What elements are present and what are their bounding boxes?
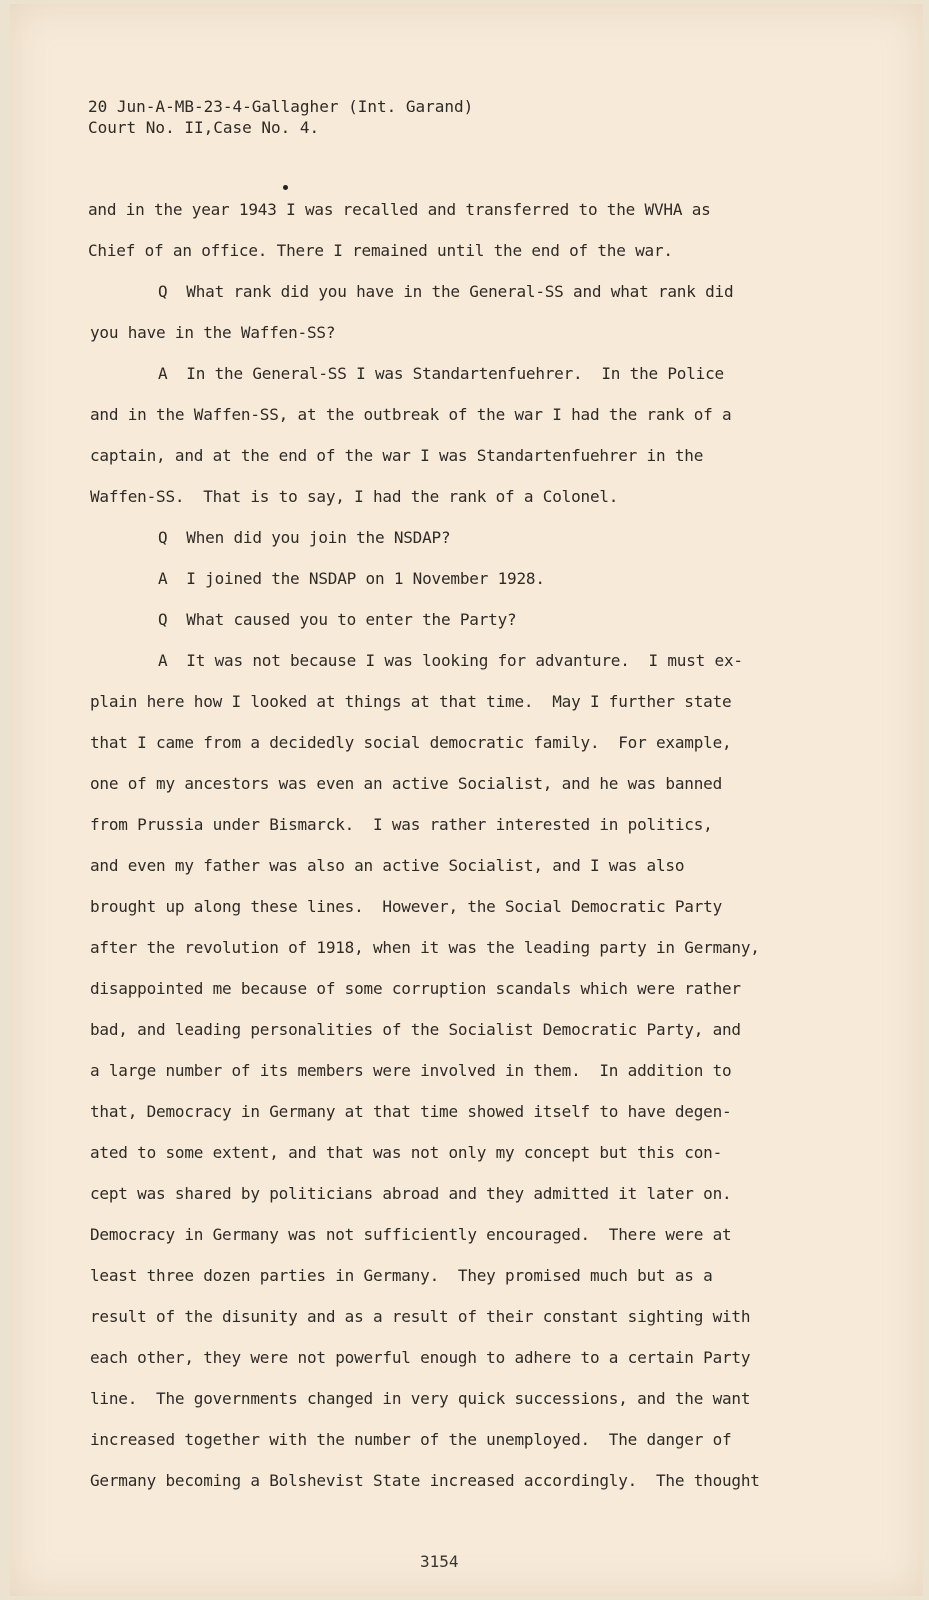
transcript-line: captain, and at the end of the war I was Standartenfuehrer in the <box>90 446 704 465</box>
transcript-line: one of my ancestors was even an active Socialist, and he was banned <box>90 774 722 793</box>
page-number: 3154 <box>420 1552 459 1571</box>
ink-speck <box>283 185 288 190</box>
transcript-line: Chief of an office. There I remained until the end of the war. <box>88 241 673 260</box>
transcript-line: disappointed me because of some corruption scandals which were rather <box>90 979 741 998</box>
transcript-line: each other, they were not powerful enough to adhere to a certain Party <box>90 1348 751 1367</box>
transcript-line: increased together with the number of the unemployed. The danger of <box>90 1430 732 1449</box>
document-page <box>10 4 923 1596</box>
transcript-line: Waffen-SS. That is to say, I had the rank of a Colonel. <box>90 487 619 506</box>
transcript-line: line. The governments changed in very quick successions, and the want <box>90 1389 751 1408</box>
transcript-line: Democracy in Germany was not sufficiently encouraged. There were at <box>90 1225 732 1244</box>
transcript-line: result of the disunity and as a result of their constant sighting with <box>90 1307 751 1326</box>
transcript-line: you have in the Waffen-SS? <box>90 323 336 342</box>
transcript-line: A I joined the NSDAP on 1 November 1928. <box>158 569 545 588</box>
transcript-line: plain here how I looked at things at that time. May I further state <box>90 692 732 711</box>
transcript-line: Q What caused you to enter the Party? <box>158 610 517 629</box>
transcript-line: least three dozen parties in Germany. They promised much but as a <box>90 1266 713 1285</box>
document-header <box>88 96 473 138</box>
transcript-line: brought up along these lines. However, the Social Democratic Party <box>90 897 722 916</box>
transcript-line: Q What rank did you have in the General-SS and what rank did <box>158 282 734 301</box>
transcript-line: and in the Waffen-SS, at the outbreak of the war I had the rank of a <box>90 405 732 424</box>
header-line-2: Court No. II,Case No. 4. <box>88 118 320 137</box>
transcript-line: ated to some extent, and that was not only my concept but this con- <box>90 1143 722 1162</box>
transcript-line: that I came from a decidedly social democratic family. For example, <box>90 733 732 752</box>
transcript-line: from Prussia under Bismarck. I was rather interested in politics, <box>90 815 713 834</box>
transcript-line: and in the year 1943 I was recalled and transferred to the WVHA as <box>88 200 711 219</box>
transcript-line: cept was shared by politicians abroad and they admitted it later on. <box>90 1184 732 1203</box>
transcript-line: Q When did you join the NSDAP? <box>158 528 451 547</box>
transcript-line: Germany becoming a Bolshevist State increased accordingly. The thought <box>90 1471 760 1490</box>
transcript-line: that, Democracy in Germany at that time showed itself to have degen- <box>90 1102 732 1121</box>
transcript-line: bad, and leading personalities of the Socialist Democratic Party, and <box>90 1020 741 1039</box>
transcript-line: after the revolution of 1918, when it was the leading party in Germany, <box>90 938 760 957</box>
transcript-line: and even my father was also an active Socialist, and I was also <box>90 856 685 875</box>
transcript-line: A It was not because I was looking for advanture. I must ex- <box>158 651 743 670</box>
header-line-1: 20 Jun-A-MB-23-4-Gallagher (Int. Garand) <box>88 97 474 116</box>
transcript-line: a large number of its members were involved in them. In addition to <box>90 1061 732 1080</box>
transcript-line: A In the General-SS I was Standartenfuehrer. In the Police <box>158 364 724 383</box>
